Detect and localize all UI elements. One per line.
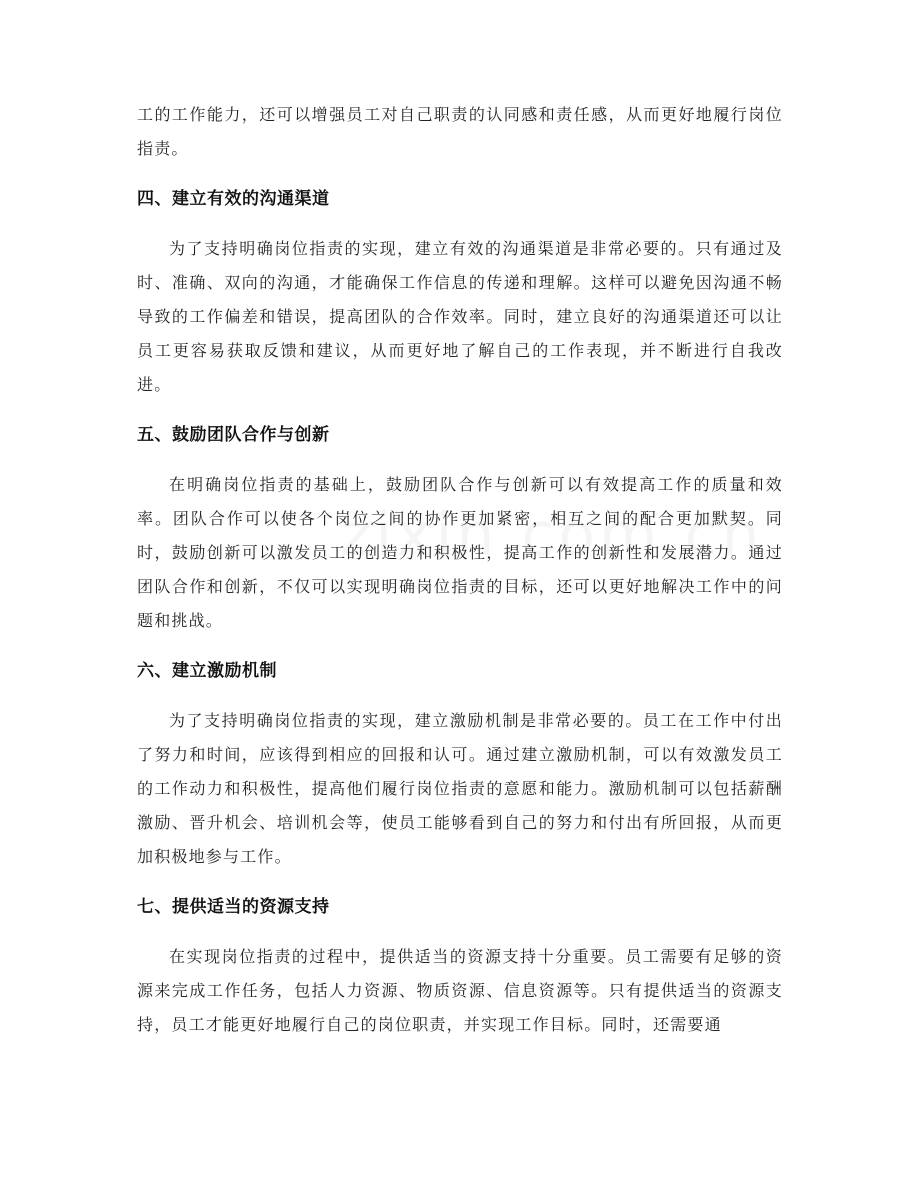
section-heading-7: 七、提供适当的资源支持 (137, 897, 330, 917)
section-paragraph-6: 为了支持明确岗位指责的实现，建立激励机制是非常必要的。员工在工作中付出了努力和时间，应该得到相应的回报和认可。通过建立激励机制，可以有效激发员工的工作动力和积极性，提高他们履行岗位指责的意愿和能力。激励机制可以包括薪酬激励、晋升机会、培训机会等，使员工能够看到自己的努力和付出有所回报，从而更加积极地参与工作。 (137, 711, 783, 866)
section-heading-5: 五、鼓励团队合作与创新 (137, 425, 330, 445)
section-paragraph-4: 为了支持明确岗位指责的实现，建立有效的沟通渠道是非常必要的。只有通过及时、准确、双向的沟通，才能确保工作信息的传递和理解。这样可以避免因沟通不畅导致的工作偏差和错误，提高团队的合作效率。同时，建立良好的沟通渠道还可以让员工更容易获取反馈和建议，从而更好地了解自己的工作表现，并不断进行自我改进。 (137, 239, 783, 394)
section-heading-4: 四、建立有效的沟通渠道 (137, 189, 330, 209)
section-heading-6: 六、建立激励机制 (137, 661, 277, 681)
section-paragraph-7: 在实现岗位指责的过程中，提供适当的资源支持十分重要。员工需要有足够的资源来完成工作任务，包括人力资源、物质资源、信息资源等。只有提供适当的资源支持，员工才能更好地履行自己的岗位职责，并实现工作目标。同时，还需要通 (137, 947, 783, 1034)
document-page (137, 98, 783, 1042)
section-paragraph-5: 在明确岗位指责的基础上，鼓励团队合作与创新可以有效提高工作的质量和效率。团队合作可以使各个岗位之间的协作更加紧密，相互之间的配合更加默契。同时，鼓励创新可以激发员工的创造力和积极性，提高工作的创新性和发展潜力。通过团队合作和创新，不仅可以实现明确岗位指责的目标，还可以更好地解决工作中的问题和挑战。 (137, 475, 783, 630)
intro-paragraph: 工的工作能力，还可以增强员工对自己职责的认同感和责任感，从而更好地履行岗位指责。 (137, 105, 783, 158)
